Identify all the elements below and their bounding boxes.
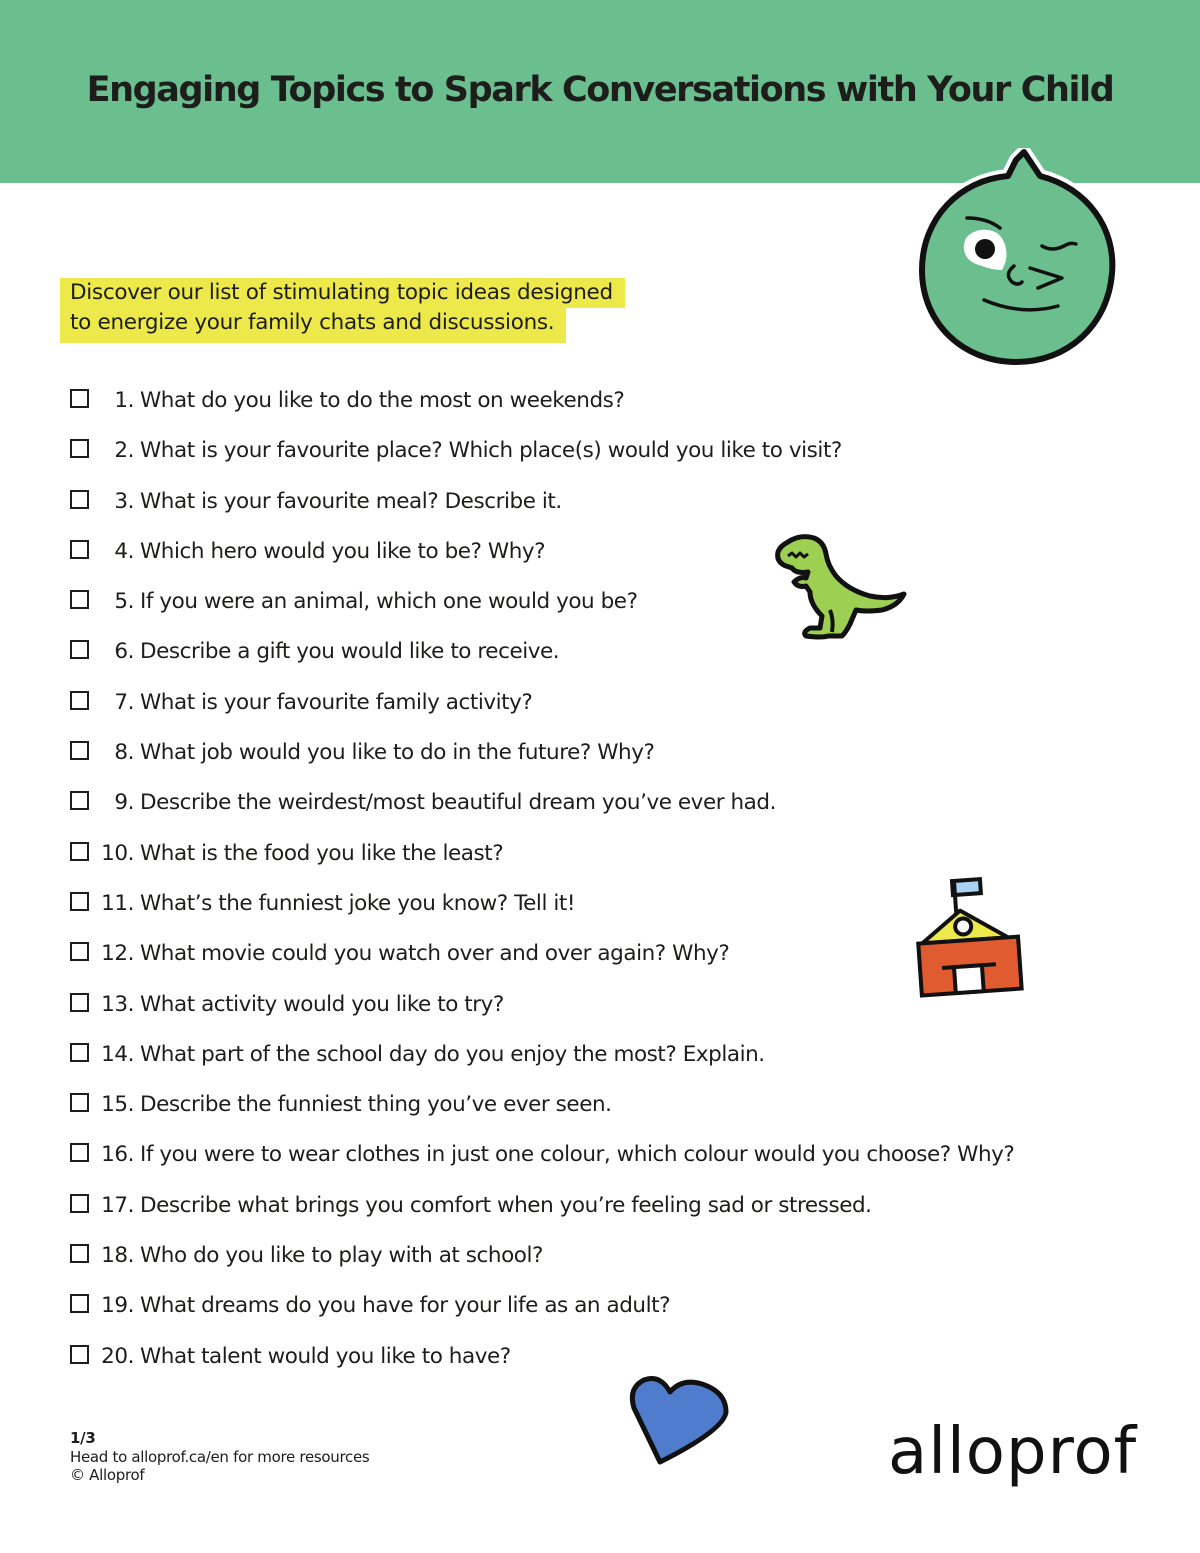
topic-checkbox-20[interactable] (70, 1345, 89, 1364)
topic-checkbox-19[interactable] (70, 1294, 89, 1313)
topic-item-7 (70, 685, 533, 735)
topic-item-14 (70, 1037, 765, 1087)
topic-checkbox-15[interactable] (70, 1093, 89, 1112)
intro-line-1: Discover our list of stimulating topic ideas designed (60, 278, 625, 308)
page-number: 1/3 (70, 1429, 96, 1447)
topic-item-11 (70, 886, 576, 936)
topic-item-10 (70, 836, 504, 886)
alloprof-logo: alloprof (888, 1415, 1138, 1489)
topic-item-16 (70, 1137, 1015, 1187)
topic-text: 14. What part of the school day do you enjoy the most? Explain. (101, 1041, 765, 1067)
topic-text: 9. Describe the weirdest/most beautiful dream you’ve ever had. (114, 790, 776, 816)
footer (70, 1429, 369, 1485)
topic-text: 15. Describe the funniest thing you’ve ever seen. (101, 1092, 612, 1118)
t-rex-dinosaur-icon (770, 532, 910, 644)
topic-checkbox-8[interactable] (70, 741, 89, 760)
topic-checkbox-4[interactable] (70, 540, 89, 559)
page-title: Engaging Topics to Spark Conversations with Your Child (86, 70, 1114, 110)
topic-checkbox-2[interactable] (70, 439, 89, 458)
topic-text: 2. What is your favourite place? Which place(s) would you like to visit? (114, 438, 842, 464)
topic-item-6 (70, 634, 560, 684)
topic-checkbox-12[interactable] (70, 942, 89, 961)
topic-checkbox-7[interactable] (70, 691, 89, 710)
topic-item-5 (70, 584, 638, 634)
topic-checkbox-18[interactable] (70, 1244, 89, 1263)
topic-item-4 (70, 534, 546, 584)
topic-text: 13. What activity would you like to try? (101, 991, 504, 1017)
topic-item-12 (70, 936, 730, 986)
topic-item-13 (70, 987, 504, 1037)
intro-line-2: to energize your family chats and discussions. (60, 308, 566, 343)
topic-text: 11. What’s the funniest joke you know? Tell it! (101, 890, 576, 916)
topic-text: 7. What is your favourite family activity? (114, 689, 533, 715)
topic-text: 6. Describe a gift you would like to receive. (114, 639, 560, 665)
topic-checkbox-10[interactable] (70, 842, 89, 861)
schoolhouse-icon (912, 876, 1028, 1000)
topic-item-19 (70, 1288, 671, 1338)
topic-checkbox-5[interactable] (70, 590, 89, 609)
topic-checkbox-16[interactable] (70, 1143, 89, 1162)
topic-text: 19. What dreams do you have for your life as an adult? (101, 1293, 671, 1319)
topic-text: 5. If you were an animal, which one would you be? (114, 589, 638, 615)
topic-item-9 (70, 785, 776, 835)
topic-checkbox-3[interactable] (70, 490, 89, 509)
blue-heart-icon (626, 1372, 736, 1468)
topic-text: 20. What talent would you like to have? (101, 1343, 511, 1369)
winking-mascot-icon (912, 148, 1120, 370)
topic-checkbox-14[interactable] (70, 1043, 89, 1062)
topic-text: 1. What do you like to do the most on weekends? (114, 388, 625, 413)
topic-text: 18. Who do you like to play with at school? (101, 1243, 543, 1269)
topic-text: 16. If you were to wear clothes in just one colour, which colour would you choose? Why? (101, 1142, 1015, 1168)
topic-checkbox-13[interactable] (70, 993, 89, 1012)
topic-text: 12. What movie could you watch over and over again? Why? (101, 941, 730, 967)
copyright: © Alloprof (70, 1466, 145, 1484)
topic-item-15 (70, 1087, 612, 1137)
topic-text: 10. What is the food you like the least? (101, 840, 504, 866)
topic-checkbox-11[interactable] (70, 892, 89, 911)
topic-checkbox-6[interactable] (70, 640, 89, 659)
topic-item-18 (70, 1238, 543, 1288)
intro-callout (60, 278, 625, 343)
topic-checkbox-17[interactable] (70, 1194, 89, 1213)
topic-item-8 (70, 735, 655, 785)
topic-item-17 (70, 1188, 872, 1238)
topic-item-2 (70, 433, 842, 483)
topic-text: 4. Which hero would you like to be? Why? (114, 538, 546, 564)
topic-text: 17. Describe what brings you comfort when you’re feeling sad or stressed. (101, 1192, 872, 1218)
topic-text: 8. What job would you like to do in the future? Why? (114, 740, 655, 766)
topic-checkbox-9[interactable] (70, 791, 89, 810)
topic-text: 3. What is your favourite meal? Describe it. (114, 488, 562, 514)
topic-item-3 (70, 484, 562, 534)
topic-checklist (70, 383, 1015, 1389)
resources-link-text: Head to alloprof.ca/en for more resources (70, 1447, 370, 1466)
topic-checkbox-1[interactable] (70, 389, 89, 408)
topic-item-20 (70, 1339, 511, 1389)
topic-item-1 (70, 383, 625, 433)
